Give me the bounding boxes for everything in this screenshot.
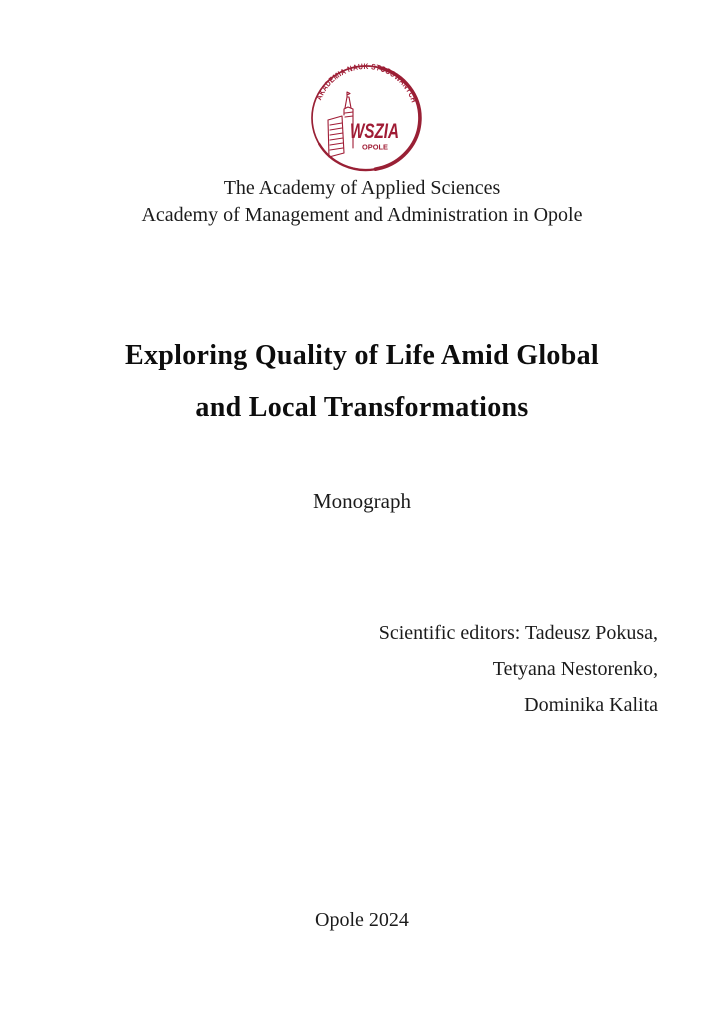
- institution-name: [0, 175, 724, 229]
- institution-line-2: Academy of Management and Administration in Opole: [141, 204, 583, 226]
- editors-block: [379, 615, 658, 723]
- university-logo-svg: [291, 45, 441, 185]
- editors-line-2: Tetyana Nestorenko,: [492, 658, 658, 680]
- logo-acronym: WSZIA: [350, 120, 399, 143]
- book-title: [0, 330, 724, 434]
- imprint: Opole 2024: [315, 909, 409, 931]
- logo-arc-text: AKADEMIA NAUK STOSOWANYCH: [314, 61, 420, 105]
- university-logo: [291, 45, 441, 185]
- logo-city: OPOLE: [362, 144, 389, 152]
- book-title-line-2: and Local Transformations: [195, 392, 529, 423]
- institution-line-1: The Academy of Applied Sciences: [223, 177, 501, 199]
- editors-line-1: Scientific editors: Tadeusz Pokusa,: [378, 622, 658, 644]
- subtitle: Monograph: [313, 489, 411, 513]
- book-title-line-1: Exploring Quality of Life Amid Global: [125, 340, 599, 371]
- editors-line-3: Dominika Kalita: [524, 694, 658, 716]
